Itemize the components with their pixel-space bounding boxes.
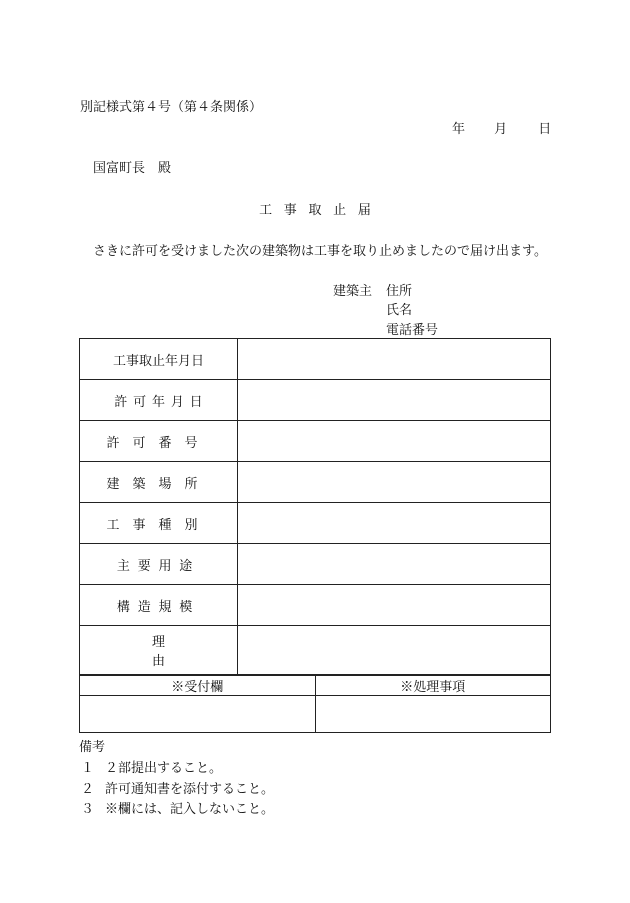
row-label-stop-date: 工事取止年月日: [80, 339, 238, 380]
remark-number: ２: [81, 782, 95, 797]
table-row: [80, 339, 551, 380]
row-value-structure-scale[interactable]: [238, 585, 551, 626]
applicant-phone-label: 電話番号: [386, 323, 439, 338]
applicant-name-label: 氏名: [386, 303, 413, 318]
statement-text: さきに許可を受けました次の建築物は工事を取り止めましたので届け出ます。: [93, 244, 547, 259]
row-label-work-type: 工事種別: [80, 503, 238, 544]
row-value-main-use[interactable]: [238, 544, 551, 585]
remark-number: ３: [81, 802, 95, 817]
row-label-permit-number: 許可番号: [80, 421, 238, 462]
row-label-permit-date: 許可年月日: [80, 380, 238, 421]
table-row: [80, 676, 551, 696]
applicant-role: 建築主: [333, 284, 373, 299]
row-label-reason: 理由: [80, 626, 238, 675]
document-title: 工事取止届: [259, 203, 383, 218]
row-label-structure-scale: 構造規模: [80, 585, 238, 626]
reception-cell: [80, 696, 316, 733]
office-use-table: [79, 675, 551, 733]
details-table: [79, 338, 551, 675]
table-row: [80, 544, 551, 585]
row-value-building-site[interactable]: [238, 462, 551, 503]
table-row: [80, 462, 551, 503]
date-year-label: 年: [452, 122, 466, 137]
reception-header: ※受付欄: [80, 676, 316, 696]
row-label-main-use: 主要用途: [80, 544, 238, 585]
remark-text: 許可通知書を添付すること。: [105, 782, 275, 797]
applicant-address-label: 住所: [386, 284, 413, 299]
date-month-label: 月: [494, 122, 508, 137]
remark-item: [81, 778, 274, 797]
row-value-reason[interactable]: [238, 626, 551, 675]
remarks-heading: 備考: [79, 740, 106, 755]
addressee: 国富町長 殿: [93, 161, 172, 176]
form-label: 別記様式第４号（第４条関係）: [80, 100, 263, 115]
date-day-label: 日: [538, 122, 552, 137]
remark-item: [81, 757, 222, 776]
table-row: [80, 421, 551, 462]
row-label-building-site: 建築場所: [80, 462, 238, 503]
row-value-stop-date[interactable]: [238, 339, 551, 380]
table-row: [80, 585, 551, 626]
remark-text: ※欄には、記入しないこと。: [105, 802, 275, 817]
processing-header: ※処理事項: [315, 676, 551, 696]
table-row: [80, 380, 551, 421]
table-row: [80, 503, 551, 544]
row-value-permit-date[interactable]: [238, 380, 551, 421]
date-line: [452, 118, 551, 137]
processing-cell: [315, 696, 551, 733]
remark-item: [81, 798, 274, 817]
row-value-work-type[interactable]: [238, 503, 551, 544]
table-row: [80, 626, 551, 675]
table-row: [80, 696, 551, 733]
remark-number: １: [81, 761, 95, 776]
remark-text: ２部提出すること。: [105, 761, 223, 776]
row-value-permit-number[interactable]: [238, 421, 551, 462]
